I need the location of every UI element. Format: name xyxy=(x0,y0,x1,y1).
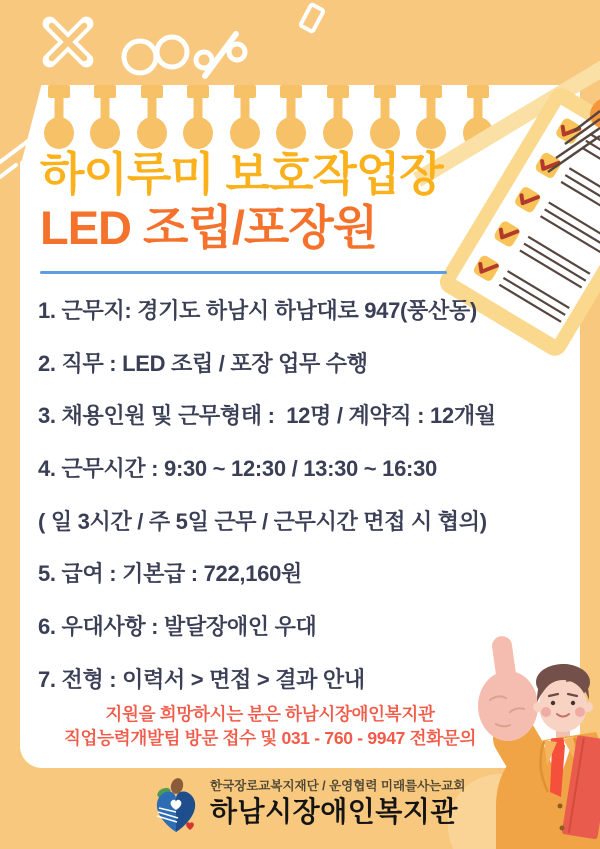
title-block xyxy=(40,148,510,254)
percent-doodle-icon xyxy=(196,34,245,76)
light-bulb-garland-icon xyxy=(44,85,493,149)
note-line2: 직업능력개발팀 방문 접수 및 031 - 760 - 9947 전화문의 xyxy=(63,727,477,748)
corner-ribbon xyxy=(0,75,44,186)
list-item: 5. 급여 : 기본급 : 722,160원 xyxy=(38,561,302,587)
poster-title-line2: LED 조립/포장원 xyxy=(40,201,378,254)
list-item: 6. 우대사항 : 발달장애인 우대 xyxy=(38,614,317,640)
footer-affiliation: 한국장로교복지재단 / 운영협력 미래를사는교회 xyxy=(210,779,466,793)
list-item: 2. 직무 : LED 조립 / 포장 업무 수행 xyxy=(38,350,368,376)
title-divider xyxy=(40,271,447,274)
infinity-doodle-icon xyxy=(124,37,187,73)
list-item: 3. 채용인원 및 근무형태 : 12명 / 계약직 : 12개월 xyxy=(38,403,496,429)
list-item: 4. 근무시간 : 9:30 ~ 12:30 / 13:30 ~ 16:30 xyxy=(38,456,437,482)
list-item: 7. 전형 : 이력서 > 면접 > 결과 안내 xyxy=(38,666,365,692)
footer-org-name: 하남시장애인복지관 xyxy=(210,796,458,827)
job-details-list xyxy=(38,297,568,719)
welfare-center-logo-icon xyxy=(150,776,202,836)
x-doodle-icon xyxy=(31,5,105,79)
list-item: 1. 근무지: 경기도 하남시 하남대로 947(풍산동) xyxy=(38,298,477,323)
footer-texts xyxy=(210,776,465,829)
footer xyxy=(150,776,465,836)
application-note xyxy=(20,703,520,750)
poster-title-line1: 하이루미 보호작업장 xyxy=(40,148,443,200)
list-item: ( 일 3시간 / 주 5일 근무 / 근무시간 면접 시 협의) xyxy=(38,508,487,534)
note-line1: 지원을 희망하시는 분은 하남시장애인복지관 xyxy=(105,704,435,724)
